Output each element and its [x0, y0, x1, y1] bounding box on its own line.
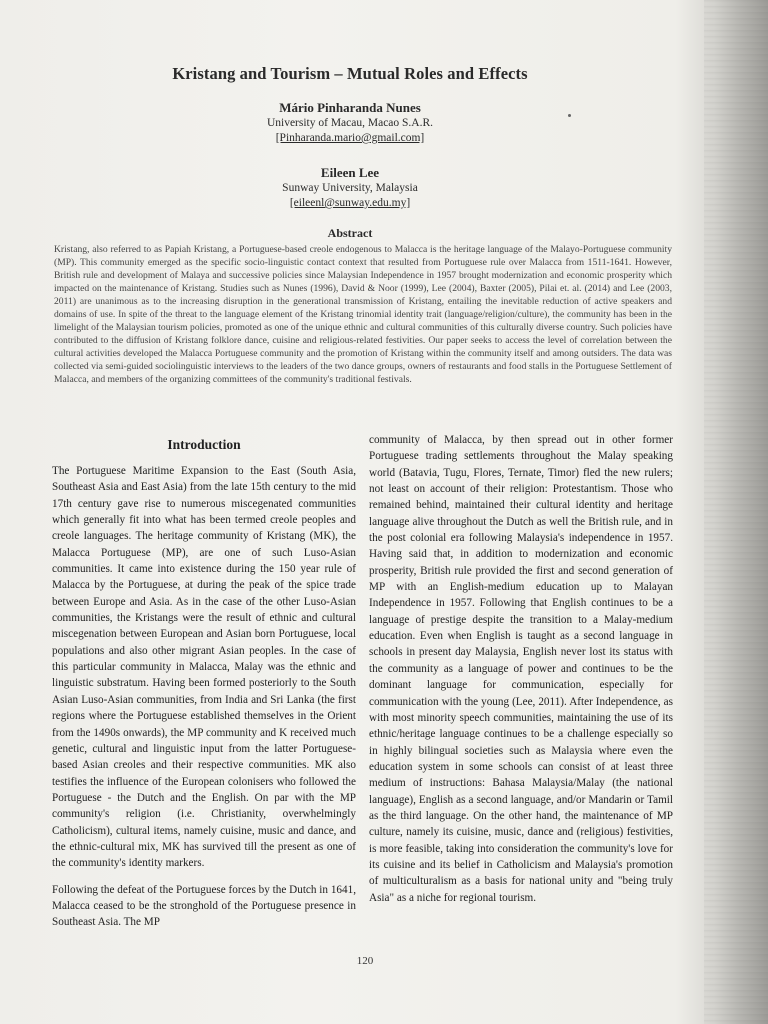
author-name: Eileen Lee	[320, 165, 380, 180]
author-email[interactable]: [eileenl@sunway.edu.my]	[289, 197, 411, 209]
author-affiliation: University of Macau, Macao S.A.R.	[266, 117, 434, 129]
author-block-2	[0, 165, 700, 211]
page-number: 120	[356, 955, 374, 967]
author-name: Mário Pinharanda Nunes	[279, 100, 421, 115]
author-affiliation: Sunway University, Malaysia	[282, 182, 418, 194]
author-email[interactable]: [Pinharanda.mario@gmail.com]	[275, 132, 425, 144]
introduction-heading: Introduction	[167, 437, 241, 452]
left-column	[52, 436, 356, 941]
body-paragraph: Following the defeat of the Portuguese forces by the Dutch in 1641, Malacca ceased to be the stronghold of the Portuguese presence in Southeast Asia. The MP	[52, 883, 356, 929]
abstract-text: Kristang, also referred to as Papiah Kristang, a Portuguese-based creole endogenous to Malacca is the heritage language of the Malayo-Portuguese community (MP). This community emerged as the specific socio-linguistic contact context that resulted from Portuguese rule over Malacca from 1511-1641. However, British rule and development of Malaya and successive policies since Malaysian Independence in 1957 brought modernization and economic prosperity which impacted on the maintenance of Kristang. Studies such as Nunes (1996), David & Noor (1999), Lee (2004), Baxter (2005), Pilai et. al. (2014) and Lee (2003, 2011) are unanimous as to the increasing disruption in the generational transmission of Kristang, entailing the inevitable reduction of active speakers and domains of use. In spite of the threat to the language element of the Kristang trinomial identity trait (language/religion/culture), the community has been in the limelight of the Malaysian tourism policies, promoted as one of the unique ethnic and cultural communities of this culturally diverse country. Such policies have contributed to the diffusion of Kristang folklore dance, cuisine and religious-related festivities. Our paper seeks to access the level of correlation between the cultural activities developed the Malacca Portuguese community and the promotion of Kristang within the community itself and among outsiders. The data was collected via semi-guided sociolinguistic interviews to the leaders of the two dance groups, owners of restaurants and food stalls in the Portuguese Settlement of Malacca, and members of the organizing committees of the community's traditional festivals.	[54, 244, 672, 386]
abstract-heading: Abstract	[327, 226, 373, 240]
scan-edge-shadow	[704, 0, 768, 1024]
paper-title: Kristang and Tourism – Mutual Roles and Effects	[172, 64, 528, 83]
right-column	[369, 432, 673, 916]
author-block-1	[0, 100, 700, 146]
body-paragraph: The Portuguese Maritime Expansion to the East (South Asia, Southeast Asia and East Asia) from the late 15th century to the mid 17th century gave rise to numerous miscegenated communities which generally fit into what has been termed creole peoples and creole languages. The heritage community of Kristang (MK), the Malacca Portuguese (MP), are one of such Luso-Asian communities. It came into existence during the 150 year rule of Malacca by the Portuguese, at during the peak of the spice trade between Europe and Asia. As in the case of the other Luso-Asian communities, the Kristangs were the result of ethnic and cultural miscegenation between European and Asian born Portuguese, local populations and also other migrant Asian peoples. In the case of this particular community in Malacca, Malay was the ethnic and linguistic substratum. Having been formed posteriorly to the South Asian Luso-Asian communities, from India and Sri Lanka (the first regions where the Portuguese established themselves in the Orient from the 1490s onwards), the MP community and K received much genetic, cultural and linguistic input from the latter Portuguese-based Asian creoles and their respective communities. MK also testifies the influence of the European colonisers who followed the Portuguese - the Dutch and the English. On par with the MP community's religion (i.e. Christianity, overwhelmingly Catholicism), cultural items, namely cuisine, music and dance, and the ethnic-cultural mix, MK has survived till the present as one of the community's identity markers.	[52, 465, 356, 870]
body-paragraph: community of Malacca, by then spread out in other former Portuguese trading settlements throughout the Malay speaking world (Batavia, Tugu, Flores, Ternate, Timor) fled the new rulers; not least on account of their religion: Protestantism. Those who remained behind, maintained their cultural identity and heritage language alive throughout the Dutch as well the British rule, and in the post colonial era following Malaysia's independence in 1957. Having said that, in addition to modernization and economic prosperity, British rule provided the first and second generation of MP with an English-medium education up to Malayan Independence in 1957. Following that English continues to be a language of prestige despite the transition to a Malay-medium education. Even when English is taught as a second language in schools in present day Malaysia, English never lost its status with the community as a language of power and continues to be the dominant language for communication, especially for communication with the young (Lee, 2011). After Independence, as with most minority speech communities, maintaining the use of its ethnic/heritage language continues to be a challenge especially so in highly bilingual societies such as Malaysia where even the education system in some schools can consist of at least three medium of instructions: Bahasa Malaysia/Malay (the national language), English as a second language, and/or Mandarin or Tamil as the third language. On the other hand, the maintenance of MP culture, namely its cuisine, music, dance and (religious) festivities, is more feasible, taking into consideration the community's love for its cuisine and its belief in Catholicism and Malaysia's promotion of multiculturalism as a basis for national unity and "being truly Asia" as a niche for regional tourism.	[369, 434, 673, 904]
